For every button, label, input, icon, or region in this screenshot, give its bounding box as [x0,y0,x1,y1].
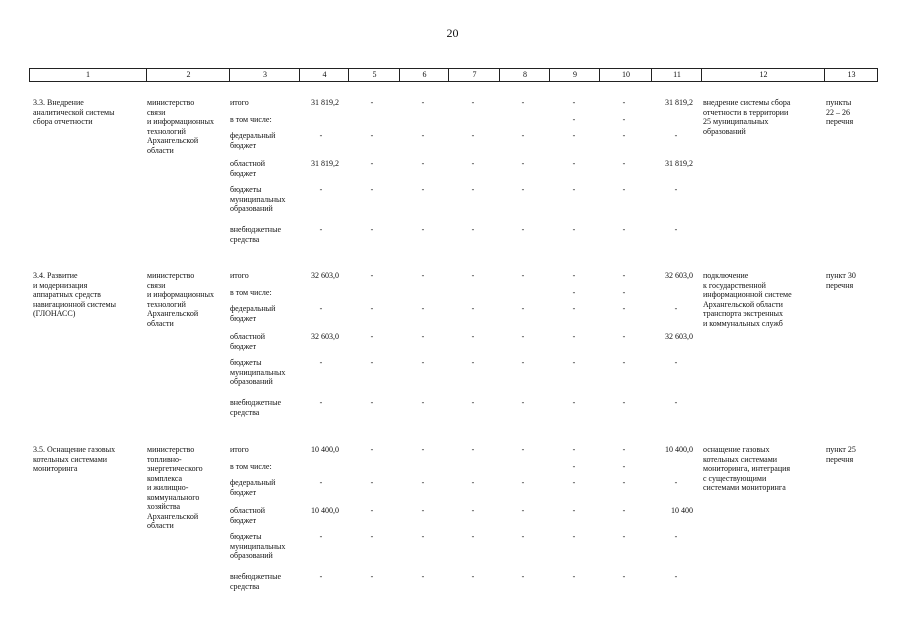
dash-col6: - [421,532,425,541]
dash-col6: - [421,358,425,367]
dash-col5: - [370,532,374,541]
dash-col10: - [622,478,626,487]
dash-col5: - [370,225,374,234]
column-header-11: 11 [651,69,702,81]
dash-col10: - [622,332,626,341]
dash-col10: - [622,506,626,515]
dash-col10: - [622,271,626,280]
dash-col9: - [572,398,576,407]
page-number: 20 [446,26,459,40]
dash-col10: - [622,462,626,471]
dash-col9: - [572,271,576,280]
dash-col7: - [471,478,475,487]
amount-2020: 10 400 [671,506,693,515]
expected-result: подключение к государственной информационной системе Архангельской области транспорта экстренных и коммунальных служб [703,271,792,328]
amount-2020: 31 819,2 [665,159,693,168]
funding-source: внебюджетные средства [230,572,281,591]
dash-col9: - [572,572,576,581]
dash-col11: - [674,131,678,140]
dash-col5: - [370,159,374,168]
amount-2020: 32 603,0 [665,332,693,341]
dash-col9: - [572,332,576,341]
dash-col7: - [471,225,475,234]
dash-col11: - [674,478,678,487]
dash-col8: - [521,332,525,341]
dash-col10: - [622,572,626,581]
dash-col11: - [674,398,678,407]
dash-col10: - [622,185,626,194]
executor: министерство связи и информационных технологий Архангельской области [147,271,214,328]
dash-col7: - [471,185,475,194]
dash-col8: - [521,398,525,407]
dash-col7: - [471,159,475,168]
dash-col9: - [572,462,576,471]
funding-source: итого [230,445,249,454]
dash-col5: - [370,445,374,454]
dash-col10: - [622,532,626,541]
dash-col6: - [421,304,425,313]
dash-col9: - [572,445,576,454]
dash-col10: - [622,445,626,454]
dash-col6: - [421,572,425,581]
section-title: 3.5. Оснащение газовых котельных системами мониторинга [33,445,116,473]
dash-col6: - [421,478,425,487]
funding-source: итого [230,271,249,280]
amount-total: 10 400,0 [311,445,339,454]
dash-col7: - [471,398,475,407]
dash-col9: - [572,532,576,541]
amount-total: 32 603,0 [311,332,339,341]
perechen-reference: пункт 30 перечня [826,271,856,290]
dash-col8: - [521,225,525,234]
expected-result: внедрение системы сбора отчетности в территории 25 муниципальных образований [703,98,791,136]
dash-col4: - [319,131,323,140]
dash-col7: - [471,131,475,140]
dash-col9: - [572,358,576,367]
dash-col7: - [471,332,475,341]
dash-col7: - [471,572,475,581]
amount-total: 32 603,0 [311,271,339,280]
dash-col4: - [319,572,323,581]
funding-source: бюджеты муниципальных образований [230,185,286,213]
column-header-10: 10 [599,69,652,81]
dash-col8: - [521,572,525,581]
dash-col7: - [471,358,475,367]
dash-col9: - [572,115,576,124]
dash-col7: - [471,445,475,454]
dash-col9: - [572,185,576,194]
dash-col9: - [572,288,576,297]
executor: министерство топливно- энергетического комплекса и жилищно- коммунального хозяйства Архангельской области [147,445,203,530]
funding-source: внебюджетные средства [230,225,281,244]
dash-col6: - [421,332,425,341]
section-title: 3.4. Развитие и модернизация аппаратных средств навигационной системы (ГЛОНАСС) [33,271,116,318]
dash-col6: - [421,131,425,140]
dash-col6: - [421,225,425,234]
dash-col10: - [622,398,626,407]
dash-col9: - [572,98,576,107]
funding-source: внебюджетные средства [230,398,281,417]
funding-source: бюджеты муниципальных образований [230,358,286,386]
funding-source: в том числе: [230,288,272,297]
dash-col9: - [572,506,576,515]
dash-col11: - [674,185,678,194]
column-header-5: 5 [348,69,400,81]
dash-col11: - [674,225,678,234]
executor: министерство связи и информационных технологий Архангельской области [147,98,214,155]
column-header-7: 7 [448,69,500,81]
dash-col5: - [370,131,374,140]
dash-col10: - [622,288,626,297]
dash-col7: - [471,98,475,107]
funding-source: бюджеты муниципальных образований [230,532,286,560]
dash-col8: - [521,445,525,454]
dash-col9: - [572,478,576,487]
dash-col6: - [421,159,425,168]
amount-total: 31 819,2 [311,159,339,168]
dash-col8: - [521,358,525,367]
dash-col11: - [674,532,678,541]
dash-col10: - [622,131,626,140]
funding-source: областной бюджет [230,332,266,351]
dash-col4: - [319,398,323,407]
dash-col4: - [319,532,323,541]
dash-col5: - [370,271,374,280]
column-header-1: 1 [86,70,90,79]
funding-source: областной бюджет [230,159,266,178]
funding-source: итого [230,98,249,107]
funding-source: областной бюджет [230,506,266,525]
dash-col5: - [370,506,374,515]
dash-col7: - [471,304,475,313]
dash-col5: - [370,98,374,107]
dash-col10: - [622,225,626,234]
funding-source: федеральный бюджет [230,131,276,150]
column-header-2: 2 [146,69,230,81]
dash-col8: - [521,532,525,541]
dash-col9: - [572,225,576,234]
column-header-13: 13 [824,69,878,81]
dash-col10: - [622,159,626,168]
dash-col9: - [572,159,576,168]
dash-col4: - [319,358,323,367]
dash-col6: - [421,271,425,280]
column-header-12: 12 [701,69,825,81]
dash-col4: - [319,304,323,313]
dash-col4: - [319,478,323,487]
dash-col5: - [370,572,374,581]
column-header-4: 4 [299,69,349,81]
dash-col5: - [370,304,374,313]
dash-col11: - [674,358,678,367]
dash-col6: - [421,506,425,515]
dash-col8: - [521,304,525,313]
dash-col5: - [370,358,374,367]
column-header-8: 8 [499,69,550,81]
dash-col10: - [622,304,626,313]
funding-source: в том числе: [230,115,272,124]
dash-col6: - [421,445,425,454]
column-header-row [29,68,878,82]
dash-col11: - [674,572,678,581]
amount-total: 10 400,0 [311,506,339,515]
dash-col11: - [674,304,678,313]
dash-col5: - [370,478,374,487]
column-header-3: 3 [229,69,300,81]
dash-col5: - [370,398,374,407]
dash-col9: - [572,304,576,313]
dash-col8: - [521,271,525,280]
dash-col10: - [622,98,626,107]
dash-col4: - [319,225,323,234]
dash-col8: - [521,159,525,168]
perechen-reference: пункт 25 перечня [826,445,856,464]
dash-col4: - [319,185,323,194]
section-title: 3.3. Внедрение аналитической системы сбора отчетности [33,98,115,126]
dash-col8: - [521,98,525,107]
dash-col8: - [521,185,525,194]
amount-total: 31 819,2 [311,98,339,107]
funding-source: в том числе: [230,462,272,471]
dash-col6: - [421,185,425,194]
funding-source: федеральный бюджет [230,304,276,323]
dash-col8: - [521,131,525,140]
column-header-9: 9 [549,69,600,81]
dash-col8: - [521,478,525,487]
dash-col5: - [370,332,374,341]
dash-col9: - [572,131,576,140]
amount-2020: 10 400,0 [665,445,693,454]
dash-col10: - [622,358,626,367]
dash-col7: - [471,506,475,515]
dash-col6: - [421,398,425,407]
amount-2020: 31 819,2 [665,98,693,107]
expected-result: оснащение газовых котельных системами мониторинга, интеграция с существующими системами мониторинга [703,445,791,492]
dash-col5: - [370,185,374,194]
dash-col7: - [471,532,475,541]
perechen-reference: пункты 22 – 26 перечня [826,98,854,126]
dash-col7: - [471,271,475,280]
dash-col8: - [521,506,525,515]
column-header-6: 6 [399,69,449,81]
amount-2020: 32 603,0 [665,271,693,280]
dash-col6: - [421,98,425,107]
dash-col10: - [622,115,626,124]
funding-source: федеральный бюджет [230,478,276,497]
